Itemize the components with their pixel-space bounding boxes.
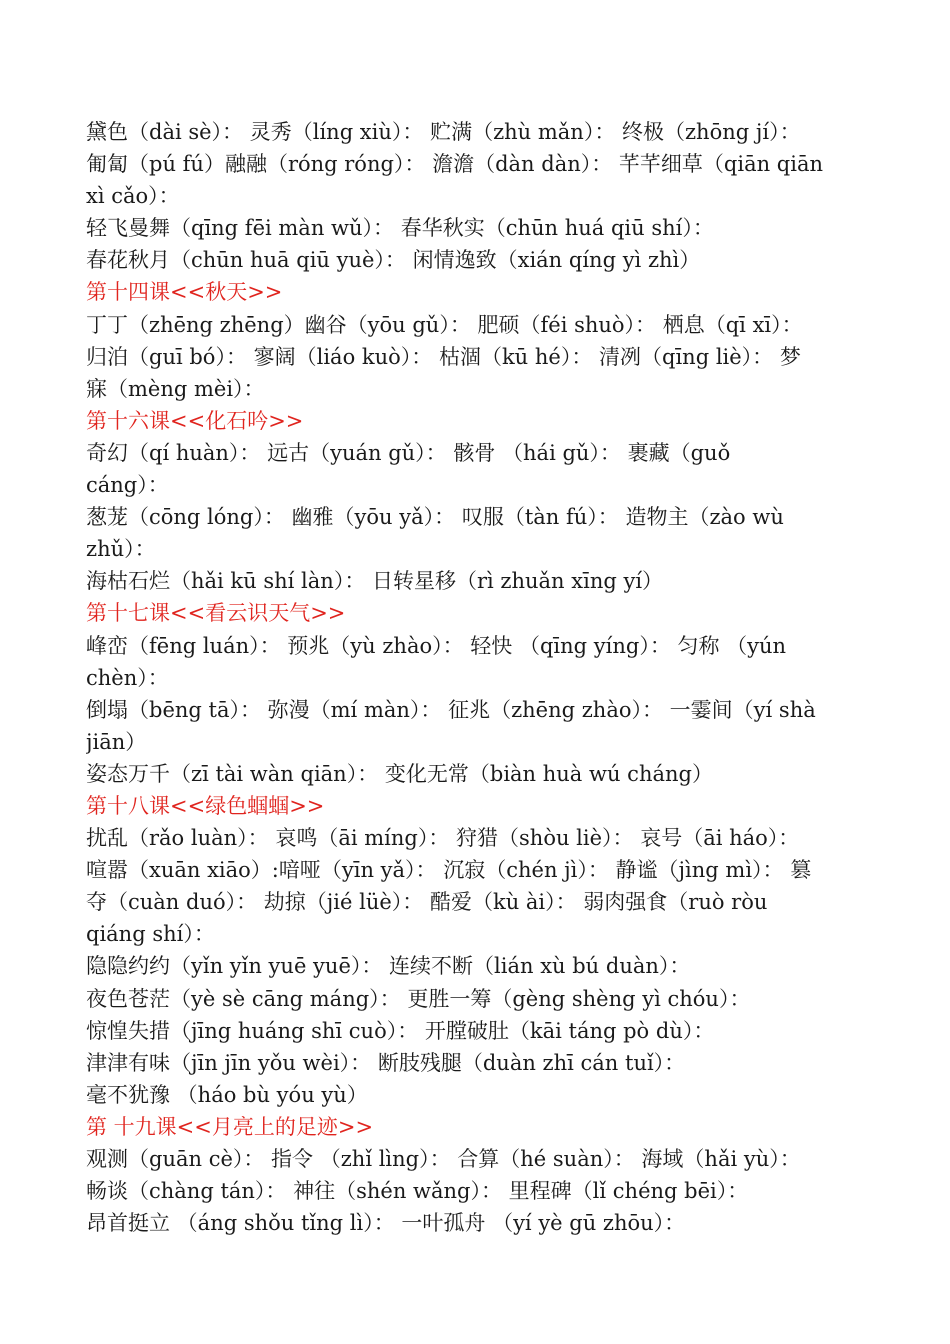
vocab-line: xì cǎo）：	[86, 184, 180, 209]
vocab-line: 夜色苍茫（yè sè cāng máng）： 更胜一筹（gèng shèng yì chóu）：	[86, 986, 751, 1011]
vocab-line: 津津有味（jīn jīn yǒu wèi）： 断肢残腿（duàn zhī cán tuǐ）：	[86, 1050, 686, 1075]
vocab-line: 倒塌（bēng tā）： 弥漫（mí màn）： 征兆（zhēng zhào）： 一霎间（yí shà	[86, 697, 816, 722]
lesson-heading: 第 十九课<<月亮上的足迹>>	[86, 1114, 374, 1139]
vocab-line: 归泊（guī bó）： 寥阔（liáo kuò）： 枯涸（kū hé）： 清冽（qīng liè）： 梦	[86, 344, 801, 369]
lesson-heading: 第十八课<<绿色蝈蝈>>	[86, 793, 325, 818]
vocab-line: 惊惶失措（jīng huáng shī cuò）： 开膛破肚（kāi táng pò dù）：	[86, 1018, 715, 1043]
vocab-line: 喧嚣（xuān xiāo）:喑哑（yīn yǎ）： 沉寂（chén jì）： 静谧（jìng mì）： 篡	[86, 858, 812, 883]
vocab-line: 奇幻（qí huàn）： 远古（yuán gǔ）： 骸骨 （hái gǔ）： 裹藏（guǒ	[86, 440, 731, 465]
vocab-line: 畅谈（chàng tán）： 神往（shén wǎng）： 里程碑（lǐ chéng bēi）：	[86, 1179, 749, 1204]
lesson-heading: 第十四课<<秋天>>	[86, 280, 283, 305]
vocab-line: 姿态万千（zī tài wàn qiān）： 变化无常（biàn huà wú cháng）	[86, 761, 713, 786]
vocab-line: 丁丁（zhēng zhēng）幽谷（yōu gǔ）： 肥硕（féi shuò）： 栖息（qī xī）：	[86, 312, 803, 337]
vocab-line: qiáng shí）：	[86, 922, 215, 947]
vocab-line: chèn）：	[86, 665, 169, 690]
vocab-line: 扰乱（rǎo luàn）： 哀鸣（āi míng）： 狩猎（shòu liè）： 哀号（āi háo）：	[86, 826, 800, 851]
vocab-line: 毫不犹豫 （háo bù yóu yù）	[86, 1082, 368, 1107]
vocab-line: 夺（cuàn duó）： 劫掠（jié lüè）： 酷爱（kù ài）： 弱肉强食（ruò ròu	[86, 890, 768, 915]
document-body	[86, 116, 876, 1239]
vocab-line: 峰峦（fēng luán）： 预兆（yù zhào）： 轻快 （qīng yíng）： 匀称 （yún	[86, 633, 787, 658]
vocab-line: 匍匐（pú fú）融融（róng róng）： 澹澹（dàn dàn）： 芊芊细草（qiān qiān	[86, 152, 823, 177]
vocab-line: 寐（mèng mèi）：	[86, 376, 265, 401]
vocab-line: zhǔ）：	[86, 537, 156, 562]
vocab-line: 春花秋月（chūn huā qiū yuè）： 闲情逸致（xián qíng yì zhì）	[86, 248, 701, 273]
vocab-line: 观测（guān cè）： 指令 （zhǐ lìng）： 合算（hé suàn）： 海域（hǎi yù）：	[86, 1147, 801, 1171]
lesson-heading: 第十七课<<看云识天气>>	[86, 601, 346, 626]
vocab-line: 轻飞曼舞（qīng fēi màn wǔ）： 春华秋实（chūn huá qiū shí）：	[86, 216, 714, 241]
vocab-line: 黛色（dài sè）： 灵秀（líng xiù）： 贮满（zhù mǎn）： 终极（zhōng jí）：	[86, 120, 801, 144]
vocab-line: jiān）	[86, 729, 147, 754]
vocab-line: 葱茏（cōng lóng）： 幽雅（yōu yǎ）： 叹服（tàn fú）： 造物主（zào wù	[86, 505, 784, 530]
lesson-heading: 第十六课<<化石吟>>	[86, 408, 304, 433]
vocab-line: 昂首挺立 （áng shǒu tǐng lì）： 一叶孤舟 （yí yè gū zhōu）：	[86, 1211, 686, 1236]
vocab-line: 隐隐约约（yǐn yǐn yuē yuē）： 连续不断（lián xù bú duàn）：	[86, 954, 691, 979]
vocab-line: 海枯石烂（hǎi kū shí làn）： 日转星移（rì zhuǎn xīng yí）	[86, 569, 664, 594]
vocab-line: cáng）：	[86, 473, 169, 498]
